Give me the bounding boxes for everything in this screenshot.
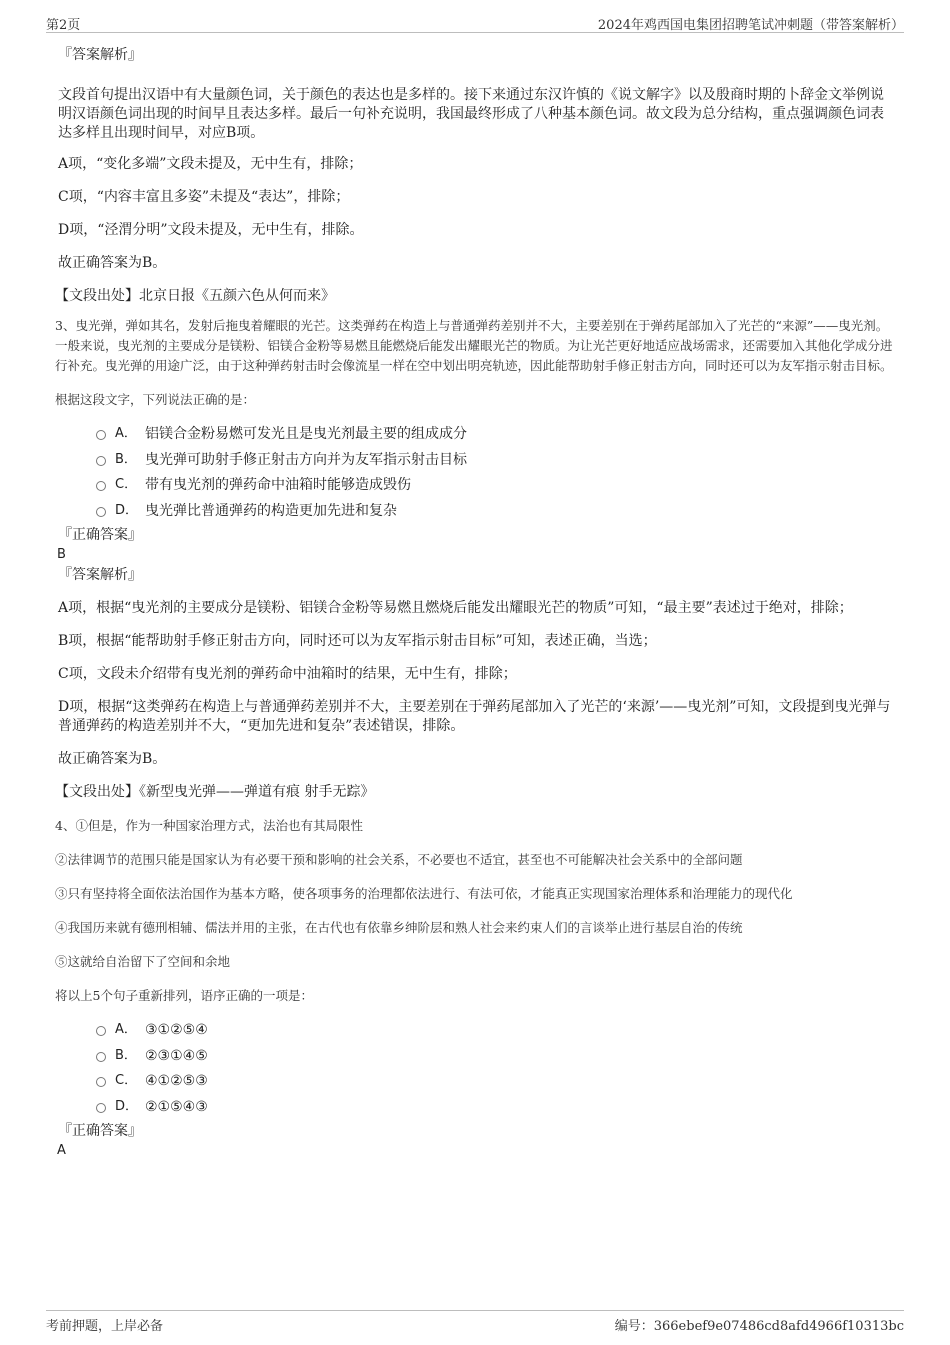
q3-correct-label: 『正确答案』 <box>58 527 142 543</box>
page-number: 第2页 <box>46 18 81 33</box>
option-text: ③①②⑤④ <box>145 1022 208 1038</box>
q3-analysis-d: D项，根据“这类弹药在构造上与普通弹药差别并不大，主要差别在于弹药尾部加入了光芒的‘来源’——曳光剂”可知，文段提到曳光弹与普通弹药的构造差别并不大，“更加先进和复杂”表述错误，排除。 <box>58 699 891 734</box>
q3-options <box>55 424 895 526</box>
q4-option-d[interactable] <box>95 1097 895 1123</box>
option-text: ②③①④⑤ <box>145 1047 208 1064</box>
q2-analysis-intro: 文段首句提出汉语中有大量颜色词，关于颜色的表达也是多样的。接下来通过东汉许慎的《说文解字》以及殷商时期的卜辞金文举例说明汉语颜色词出现的时间早且表达多样。最后一句补充说明，我国最终形成了八种基本颜色词。故文段为总分结构，重点强调颜色词表达多样且出现时间早，对应B项。 <box>58 87 884 141</box>
radio-button[interactable] <box>96 456 106 466</box>
radio-button[interactable] <box>96 1026 106 1036</box>
q2-analysis-c: C项，“内容丰富且多姿”未提及“表达”，排除； <box>58 189 350 205</box>
q2-analysis-label: 『答案解析』 <box>58 47 142 63</box>
q3-conclusion: 故正确答案为B。 <box>58 751 167 767</box>
radio-button[interactable] <box>96 507 106 517</box>
q4-option-b[interactable] <box>95 1046 895 1072</box>
q4-option-c[interactable] <box>95 1071 895 1097</box>
q2-analysis-a: A项，“变化多端”文段未提及，无中生有，排除； <box>58 156 363 172</box>
option-text: 铝镁合金粉易燃可发光且是曳光剂最主要的组成成分 <box>145 426 467 442</box>
document-title: 2024年鸡西国电集团招聘笔试冲刺题（带答案解析） <box>597 18 904 33</box>
option-letter: A． <box>115 426 137 441</box>
radio-button[interactable] <box>96 481 106 491</box>
page-footer <box>46 1310 904 1335</box>
q4-sentence-4: ④我国历来就有德刑相辅、儒法并用的主张，在古代也有依靠乡绅阶层和熟人社会来约束人们的言谈举止进行基层自治的传统 <box>55 920 743 935</box>
q4-correct-label: 『正确答案』 <box>58 1123 142 1139</box>
document-code: 编号：366ebef9e07486cd8afd4966f10313bc <box>614 1319 904 1334</box>
option-letter: D． <box>115 502 139 518</box>
option-letter: C． <box>115 477 138 492</box>
q4-sentence-3: ③只有坚持将全面依法治国作为基本方略，使各项事务的治理都依法进行、有法可依，才能真正实现国家治理体系和治理能力的现代化 <box>55 886 793 901</box>
option-text: 曳光弹比普通弹药的构造更加先进和复杂 <box>145 502 397 519</box>
q3-source: 【文段出处】《新型曳光弹——弹道有痕 射手无踪》 <box>55 784 375 800</box>
q3-prompt: 根据这段文字，下列说法正确的是： <box>55 392 256 407</box>
radio-button[interactable] <box>96 1077 106 1087</box>
q2-source: 【文段出处】北京日报《五颜六色从何而来》 <box>55 288 335 304</box>
q3-analysis-a: A项，根据“曳光剂的主要成分是镁粉、铝镁合金粉等易燃且燃烧后能发出耀眼光芒的物质”可知，“最主要”表述过于绝对，排除； <box>58 600 853 616</box>
q3-stem: 3、曳光弹，弹如其名，发射后拖曳着耀眼的光芒。这类弹药在构造上与普通弹药差别并不大，主要差别在于弹药尾部加入了光芒的“来源”——曳光剂。一般来说，曳光剂的主要成分是镁粉、铝镁合金粉等易燃且能燃烧后能发出耀眼光芒的物质。为让光芒更好地适应战场需求，还需要加入其他化学成分进行补充。曳光弹的用途广泛，由于这种弹药射击时会像流星一样在空中划出明亮轨迹，因此能帮助射手修正射击方向，同时还可以为友军指示射击目标。 <box>55 318 893 373</box>
q3-option-c[interactable] <box>95 475 895 501</box>
q3-analysis-label: 『答案解析』 <box>58 567 142 583</box>
q2-conclusion: 故正确答案为B。 <box>58 255 167 271</box>
option-letter: B． <box>115 1047 137 1063</box>
q3-analysis-c: C项，文段未介绍带有曳光剂的弹药命中油箱时的结果，无中生有，排除； <box>58 666 517 682</box>
option-letter: B． <box>115 451 137 467</box>
option-letter: A． <box>115 1022 137 1037</box>
option-text: ②①⑤④③ <box>145 1098 208 1115</box>
q3-correct-answer: B <box>57 547 66 562</box>
footer-slogan: 考前押题，上岸必备 <box>46 1319 164 1334</box>
option-text: 曳光弹可助射手修正射击方向并为友军指示射击目标 <box>145 451 467 468</box>
page-header <box>46 12 904 33</box>
radio-button[interactable] <box>96 1052 106 1062</box>
option-letter: C． <box>115 1073 138 1088</box>
q4-options <box>55 1020 895 1122</box>
q2-analysis-d: D项，“泾渭分明”文段未提及，无中生有，排除。 <box>58 222 364 238</box>
q3-option-b[interactable] <box>95 450 895 476</box>
q4-correct-answer: A <box>57 1143 66 1158</box>
q4-prompt: 将以上5个句子重新排列，语序正确的一项是： <box>55 988 313 1003</box>
option-text: 带有曳光剂的弹药命中油箱时能够造成毁伤 <box>145 477 411 493</box>
q4-sentence-2: ②法律调节的范围只能是国家认为有必要干预和影响的社会关系，不必要也不适宜，甚至也不可能解决社会关系中的全部问题 <box>55 852 743 867</box>
q3-analysis-b: B项，根据“能帮助射手修正射击方向，同时还可以为友军指示射击目标”可知，表述正确，当选； <box>58 633 657 649</box>
q4-sentence-5: ⑤这就给自治留下了空间和余地 <box>55 954 231 969</box>
page-content <box>55 42 895 1160</box>
q3-option-a[interactable] <box>95 424 895 450</box>
radio-button[interactable] <box>96 430 106 440</box>
q3-option-d[interactable] <box>95 501 895 527</box>
option-letter: D． <box>115 1098 139 1114</box>
option-text: ④①②⑤③ <box>145 1073 208 1089</box>
q4-option-a[interactable] <box>95 1020 895 1046</box>
q4-sentence-1: 4、①但是，作为一种国家治理方式，法治也有其局限性 <box>55 818 363 833</box>
radio-button[interactable] <box>96 1103 106 1113</box>
